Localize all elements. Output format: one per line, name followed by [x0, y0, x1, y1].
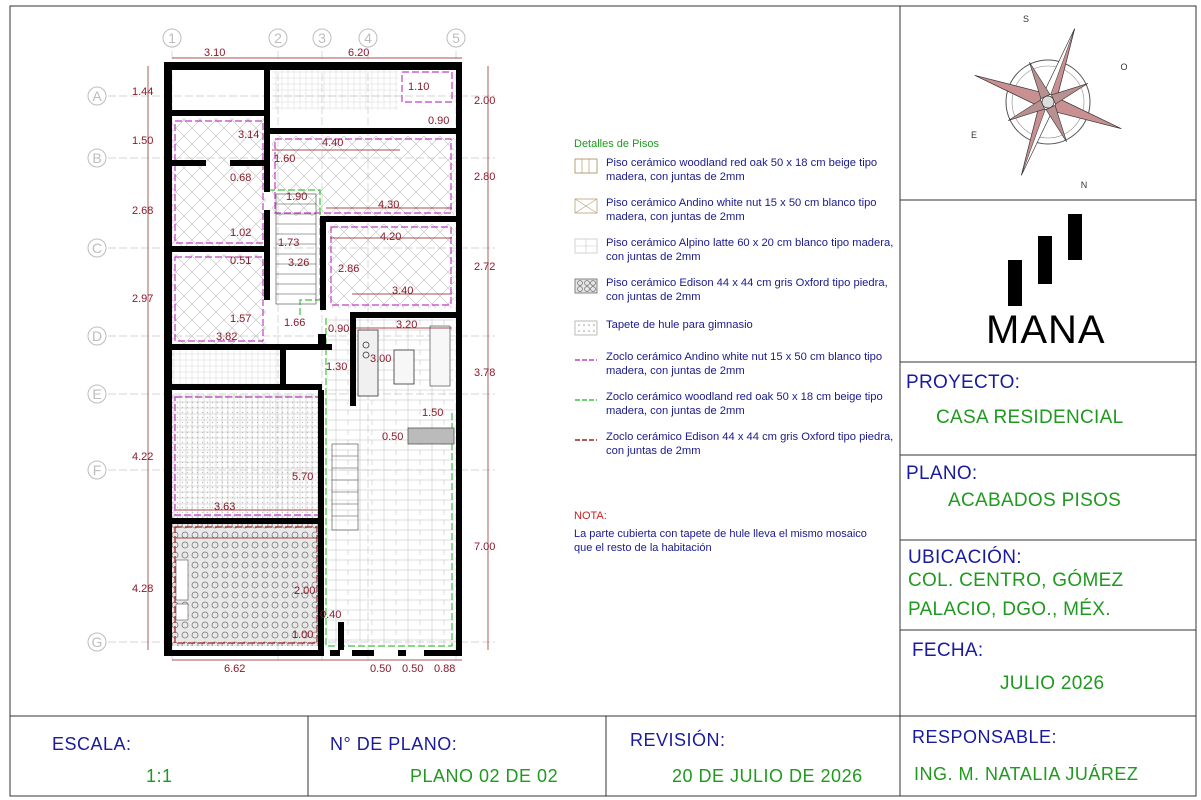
dim-label: 2.97 [132, 293, 154, 305]
dim-label: 3.40 [392, 285, 414, 297]
revision-value: 20 DE JULIO DE 2026 [672, 766, 863, 786]
legend-item-zoclo-woodland [574, 390, 894, 418]
legend-text: Zoclo cerámico Edison 44 x 44 cm gris Oxford tipo piedra, con juntas de 2mm [606, 431, 894, 457]
compass-label-s: S [1022, 14, 1030, 24]
dim-label: 3.00 [370, 353, 392, 365]
legend-item-andino [574, 196, 894, 224]
grid-row-label: F [92, 462, 102, 478]
dim-label: 4.20 [380, 231, 402, 243]
plano-value: ACABADOS PISOS [948, 490, 1122, 511]
grid-col-label: 2 [274, 30, 282, 46]
legend-item-alpino [574, 236, 894, 264]
dim-label: 3.82 [216, 331, 238, 343]
dim-label: 7.00 [474, 541, 496, 553]
responsable-value: ING. M. NATALIA JUÁREZ [914, 764, 1139, 784]
escala-label: ESCALA: [52, 734, 132, 754]
grid-row-label: G [91, 634, 103, 650]
dim-label: 2.00 [474, 95, 496, 107]
dim-label: 1.90 [286, 191, 308, 203]
n-plano-value: PLANO 02 DE 02 [410, 766, 559, 786]
grid-col-label: 4 [364, 30, 372, 46]
legend-text: Zoclo cerámico Andino white nut 15 x 50 cm blanco tipo madera, con juntas de 2mm [606, 351, 883, 377]
plano-label: PLANO: [906, 463, 978, 484]
floor-gym-mat [172, 394, 322, 518]
dim-label: 6.20 [348, 47, 370, 59]
dim-label: 0.50 [382, 431, 404, 443]
swatch-woodland [574, 158, 598, 174]
responsable-label: RESPONSABLE: [912, 727, 1058, 747]
dim-label: 4.40 [322, 137, 344, 149]
dim-label: 3.20 [396, 319, 418, 331]
logo-bars-icon [1000, 210, 1100, 310]
grid-row-label: A [92, 88, 102, 104]
dim-label: 2.68 [132, 205, 154, 217]
dim-label: 1.02 [230, 227, 252, 239]
dim-label: 3.14 [238, 129, 260, 141]
dim-label: 1.10 [408, 81, 430, 93]
compass-label-n: N [1080, 180, 1088, 190]
legend-item-edison [574, 276, 894, 304]
legend-item-zoclo-edison [574, 430, 894, 458]
legend-text: Zoclo cerámico woodland red oak 50 x 18 cm beige tipo madera, con juntas de 2mm [606, 391, 883, 417]
dim-label: 1.66 [284, 317, 306, 329]
dim-label: 4.22 [132, 451, 154, 463]
ubicacion-line-1: COL. CENTRO, GÓMEZ [908, 570, 1124, 591]
floor-garage-top [272, 70, 398, 110]
legend-item-woodland [574, 156, 894, 184]
grid-row-label: C [91, 240, 103, 256]
dim-label: 0.40 [320, 609, 342, 621]
swatch-andino [574, 198, 598, 214]
nota-title: NOTA: [574, 510, 607, 522]
dim-label: 1.60 [274, 153, 296, 165]
swatch-zoclo-edison [574, 432, 598, 448]
dim-label: 3.10 [204, 47, 226, 59]
dim-label: 4.30 [378, 199, 400, 211]
compass-label-e: E [970, 130, 978, 140]
legend-text: Piso cerámico Andino white nut 15 x 50 cm blanco tipo madera, con juntas de 2mm [606, 197, 877, 223]
legend-item-tapete [574, 318, 894, 336]
dim-label: 0.51 [230, 255, 252, 267]
legend-title: Detalles de Pisos [574, 138, 659, 150]
nota-text: La parte cubierta con tapete de hule lleva el mismo mosaico que el resto de la habitación [574, 528, 867, 554]
fecha-label: FECHA: [912, 640, 984, 661]
dim-label: 2.86 [338, 263, 360, 275]
swatch-tapete [574, 320, 598, 336]
swatch-zoclo-woodland [574, 392, 598, 408]
dim-label: 0.90 [428, 115, 450, 127]
grid-col-label: 1 [168, 30, 176, 46]
dim-label: 1.30 [326, 361, 348, 373]
dim-label: 6.62 [224, 663, 246, 675]
dim-label: 5.70 [292, 471, 314, 483]
legend-item-zoclo-andino [574, 350, 894, 378]
dim-label: 0.50 [370, 663, 392, 675]
dim-label: 3.78 [474, 367, 496, 379]
compass-rose-icon [960, 10, 1140, 195]
dim-label: 1.50 [422, 407, 444, 419]
grid-col-label: 3 [318, 30, 326, 46]
dim-label: 3.26 [288, 257, 310, 269]
grid-row-label: E [92, 386, 102, 402]
grid-col-label: 5 [452, 30, 460, 46]
legend-text: Piso cerámico woodland red oak 50 x 18 cm beige tipo madera, con juntas de 2mm [606, 157, 878, 183]
dim-label: 0.90 [328, 323, 350, 335]
dim-label: 0.50 [402, 663, 424, 675]
ubicacion-line-2: PALACIO, DGO., MÉX. [908, 599, 1111, 620]
floor-corridor [172, 348, 282, 384]
swatch-alpino [574, 238, 598, 254]
swatch-edison [574, 278, 598, 294]
dim-label: 1.50 [132, 135, 154, 147]
proyecto-value: CASA RESIDENCIAL [936, 407, 1124, 428]
proyecto-label: PROYECTO: [906, 372, 1021, 393]
fecha-value: JULIO 2026 [1000, 673, 1105, 694]
dim-label: 0.68 [230, 172, 252, 184]
dim-label: 1.73 [278, 237, 300, 249]
logo-text: MANA [986, 308, 1106, 352]
dim-label: 1.57 [230, 313, 252, 325]
legend-text: Piso cerámico Alpino latte 60 x 20 cm blanco tipo madera, con juntas de 2mm [606, 237, 894, 263]
dim-label: 2.72 [474, 261, 496, 273]
revision-label: REVISIÓN: [630, 730, 726, 750]
swatch-zoclo-andino [574, 352, 598, 368]
dim-label: 1.00 [292, 629, 314, 641]
ubicacion-label: UBICACIÓN: [908, 547, 1022, 568]
legend-text: Tapete de hule para gimnasio [606, 319, 753, 331]
dim-label: 4.28 [132, 583, 154, 595]
dim-label: 3.63 [214, 501, 236, 513]
grid-row-label: D [91, 328, 103, 344]
legend-text: Piso cerámico Edison 44 x 44 cm gris Oxford tipo piedra, con juntas de 2mm [606, 277, 888, 303]
dim-label: 1.44 [132, 86, 154, 98]
grid-row-label: B [92, 150, 102, 166]
dim-label: 0.88 [434, 663, 456, 675]
escala-value: 1:1 [146, 766, 173, 786]
n-plano-label: N° DE PLANO: [330, 734, 458, 754]
floor-plan [0, 0, 560, 712]
compass-label-o: O [1120, 62, 1128, 72]
dim-label: 2.00 [294, 585, 316, 597]
dim-label: 2.80 [474, 171, 496, 183]
